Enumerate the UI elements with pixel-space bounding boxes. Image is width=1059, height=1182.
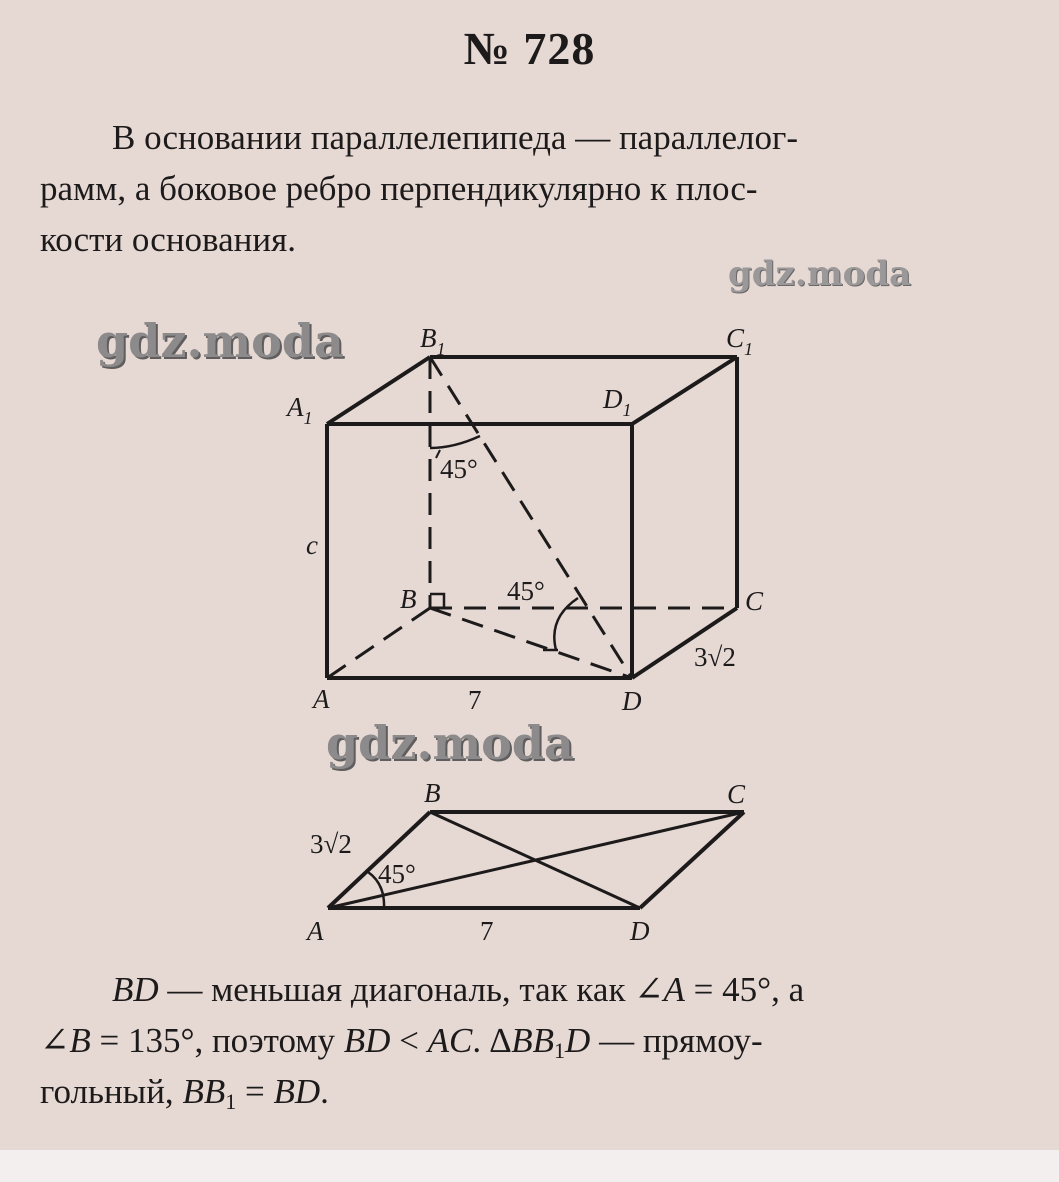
side-CD (640, 812, 744, 908)
statement-line-1: В основании параллелепипеда — параллелог- (112, 118, 799, 157)
label-B1: $B_1$ (420, 323, 446, 359)
label-side-3root2: 3√2 (694, 642, 736, 672)
page-bottom-margin (0, 1150, 1059, 1182)
angle-arc-top (430, 436, 480, 448)
diagonal-BD-hidden (430, 608, 632, 678)
label-C1: $C_1$ (726, 323, 754, 359)
watermark: gdz.moda (728, 254, 912, 294)
label-angle-A: 45° (378, 859, 416, 889)
solution-line-3: гольный, $BB_1$ = BD. (40, 1072, 329, 1114)
solution-line-1: BD — меньшая диагональ, так как ∠A = 45°, а (112, 970, 805, 1009)
label-B: B (400, 584, 417, 614)
label-A: A (307, 916, 324, 946)
solution-text (40, 964, 1020, 1117)
label-angle-top: 45° (440, 454, 478, 484)
diagonal-B1D-hidden (430, 357, 632, 678)
label-B: B (424, 778, 441, 808)
diagonal-BD (430, 812, 640, 908)
problem-number: № 728 (463, 23, 596, 74)
label-side-3root2: 3√2 (310, 829, 352, 859)
label-side-7: 7 (468, 685, 482, 715)
right-angle-mark (430, 594, 444, 608)
label-D1: $D_1$ (603, 384, 632, 420)
label-angle-bottom: 45° (507, 576, 545, 606)
label-C: C (727, 779, 746, 809)
watermark: gdz.moda (96, 314, 344, 368)
solution-line-2: ∠B = 135°, поэтому BD < AC. $\Delta BB_1D$ — прямоу- (40, 1021, 763, 1063)
label-C: C (745, 586, 764, 616)
statement-line-2: рамм, а боковое ребро перпендикулярно к плос- (40, 169, 758, 208)
parallelepiped-figure (327, 357, 737, 678)
edge-AB-hidden (327, 608, 430, 678)
edge-C1D1 (632, 357, 737, 424)
angle-arc-bottom (554, 598, 578, 650)
label-edge-c: c (306, 530, 318, 560)
label-D: D (622, 686, 642, 716)
statement-line-3: кости основания. (40, 220, 296, 259)
label-A: A (313, 684, 330, 714)
watermark: gdz.moda (326, 716, 574, 770)
label-D: D (630, 916, 650, 946)
label-A1: $A_1$ (287, 392, 313, 428)
label-side-7: 7 (480, 916, 494, 946)
